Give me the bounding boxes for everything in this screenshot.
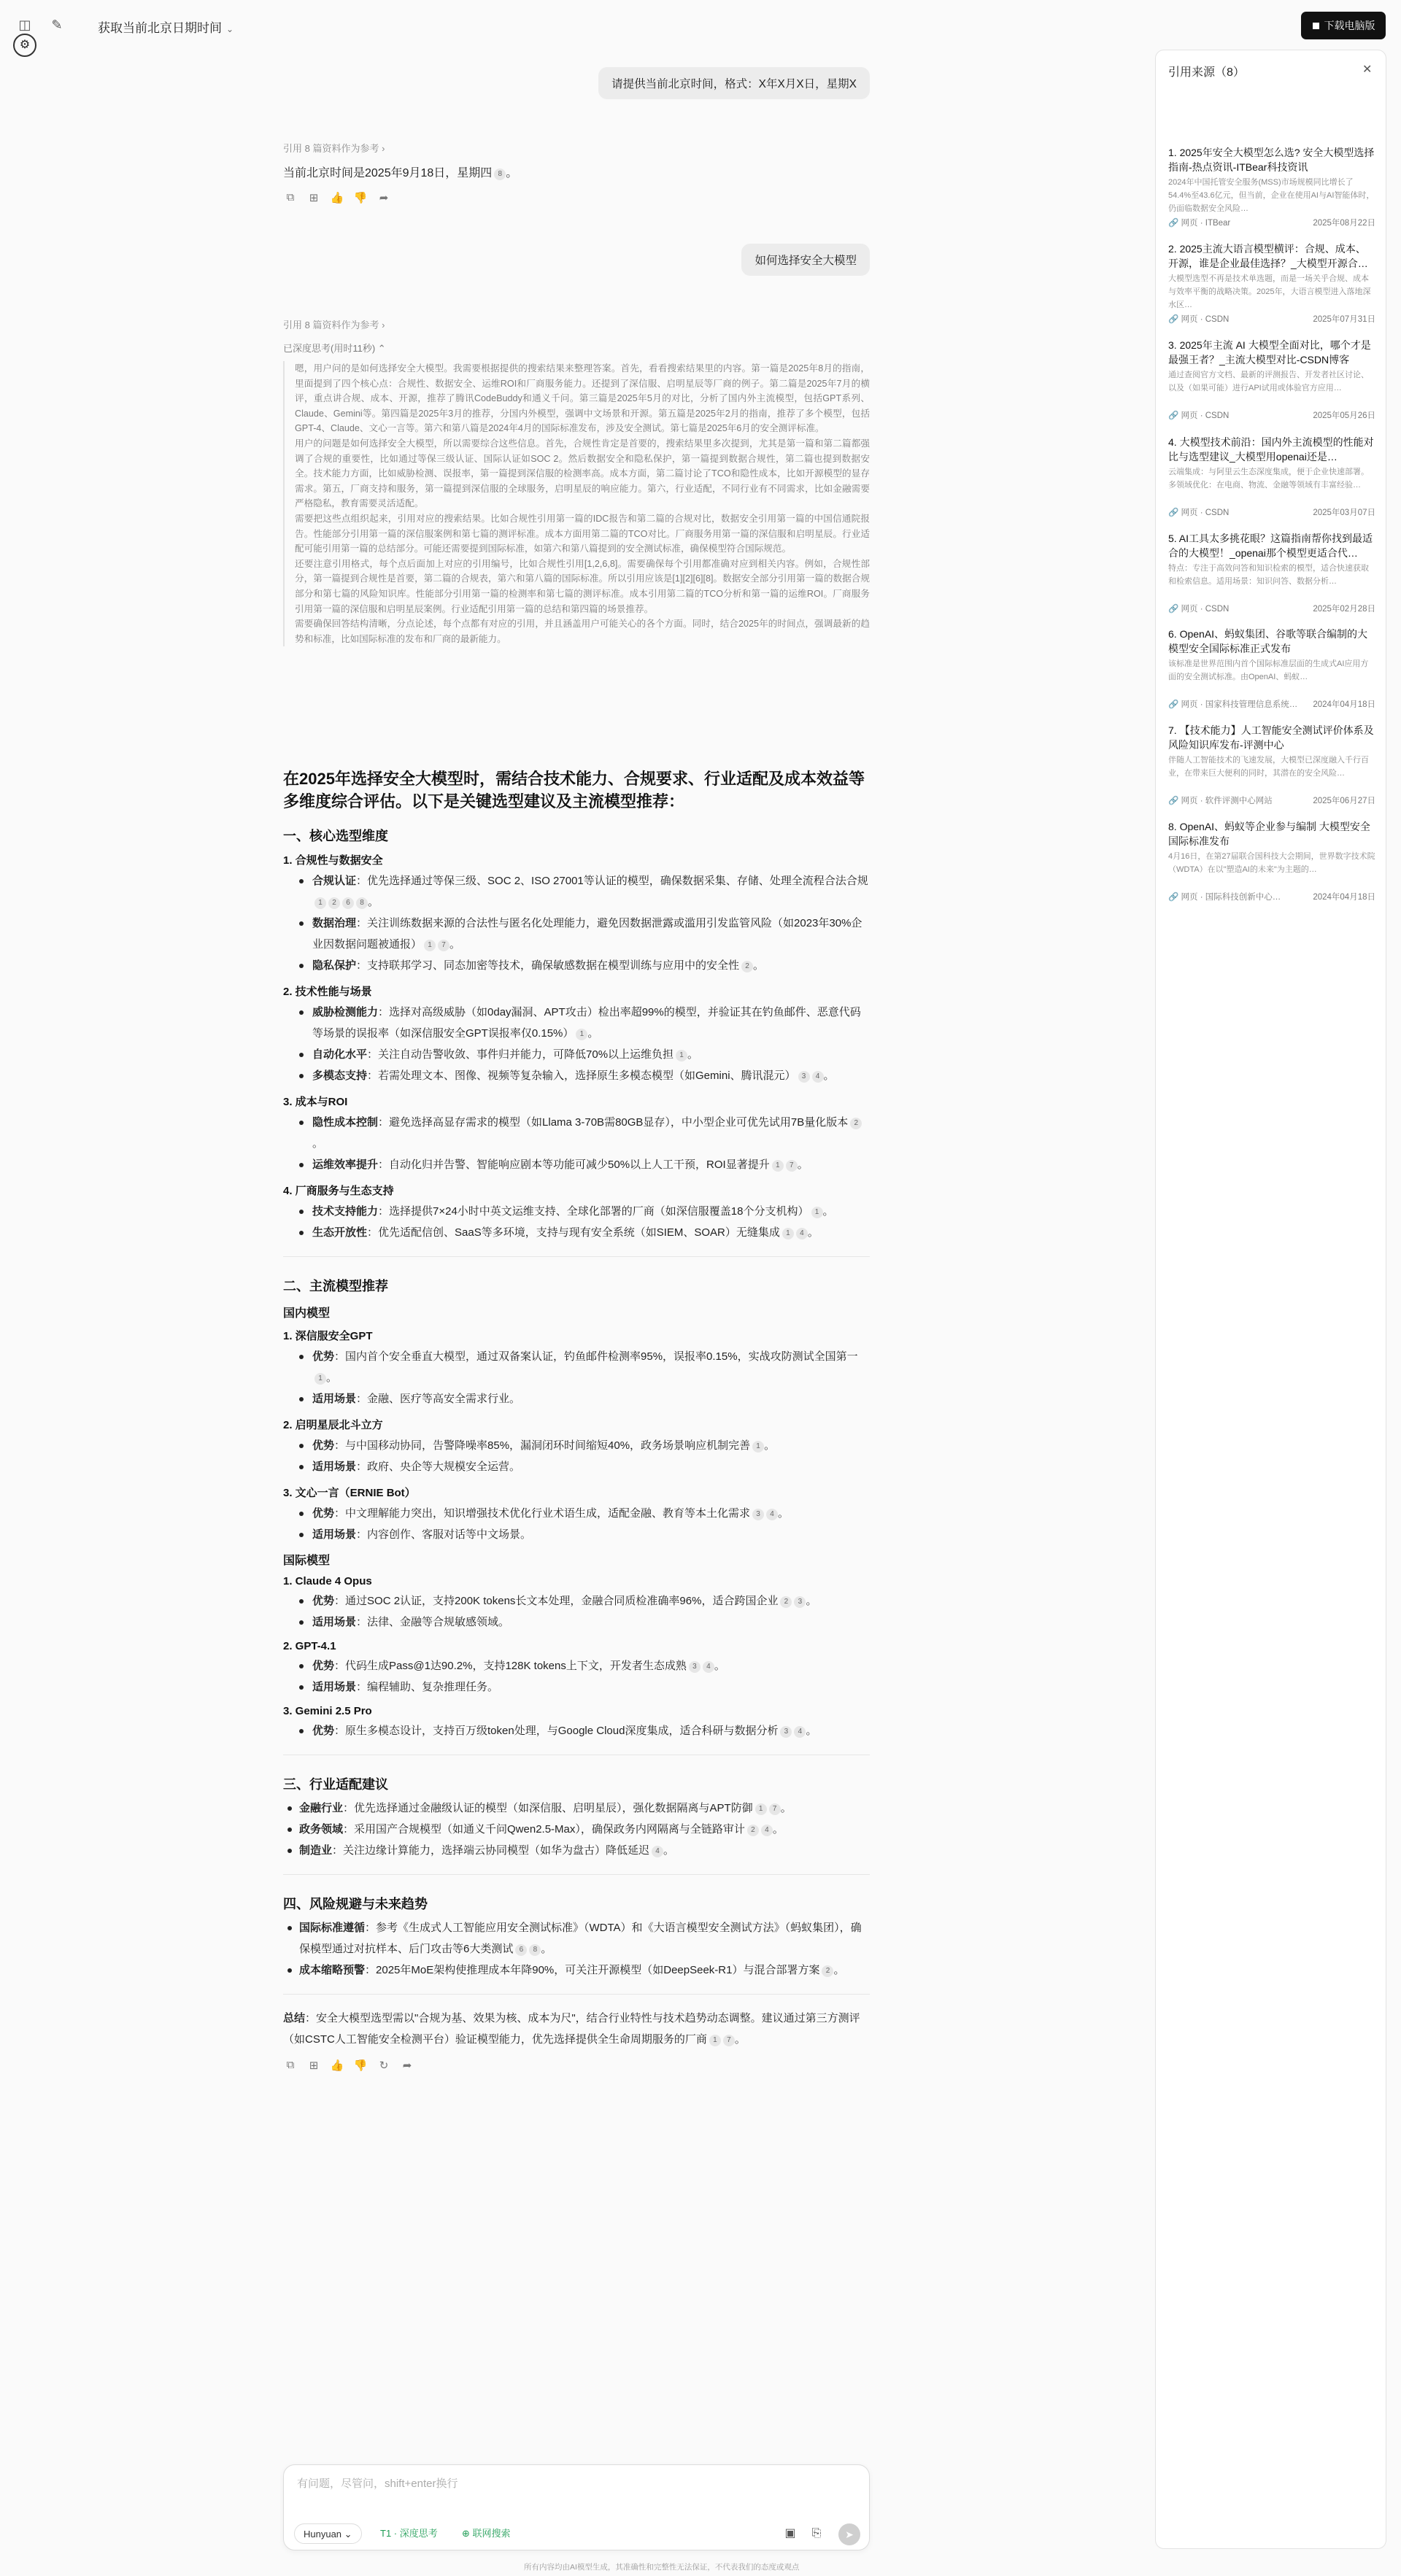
windows-icon	[1312, 22, 1320, 30]
list-item: 政务领域：采用国产合规模型（如通义千问Qwen2.5-Max），确保政务内网隔离与全链路审计 2 4 。	[283, 1819, 870, 1840]
source-date: 2025年05月26日	[1313, 411, 1375, 420]
citation-badge[interactable]: 2	[850, 1118, 862, 1129]
item-label: 适用场景	[312, 1616, 357, 1628]
group-list	[283, 870, 870, 976]
image-upload-icon[interactable]: ▣	[784, 2527, 796, 2540]
summary-label: 总结	[283, 2012, 306, 2024]
close-icon[interactable]: ✕	[1362, 63, 1373, 76]
reference-count-1[interactable]: 引用 8 篇资料作为参考 ›	[283, 143, 385, 154]
group-list	[283, 1346, 870, 1409]
chat-input[interactable]: 有问题，尽管问，shift+enter换行	[297, 2478, 458, 2490]
list-item: 金融行业：优先选择通过金融级认证的模型（如深信服、启明星辰），强化数据隔离与APT防御 1 7 。	[283, 1798, 870, 1819]
international-models	[283, 1575, 870, 1741]
item-label: 隐性成本控制	[312, 1116, 379, 1129]
source-meta	[1168, 794, 1375, 808]
source-origin: 🔗 网页 · ITBear	[1168, 219, 1231, 228]
source-snippet: 大模型选型不再是技术单选题，而是一场关乎合规、成本与效率平衡的战略决策。2025年，大语言模型进入落地深水区…	[1168, 274, 1371, 309]
list-item: 制造业：关注边缘计算能力，选择端云协同模型（如华为盘古）降低延迟 4 。	[283, 1840, 870, 1861]
source-snippet: 4月16日，在第27届联合国科技大会期间，世界数字技术院（WDTA）在以"塑造AI的未来"为主题的…	[1168, 852, 1375, 874]
bookmark-icon[interactable]: ⊞	[309, 192, 319, 204]
section-title: 一、核心选型维度	[283, 829, 388, 843]
thumbs-down-icon[interactable]: 👎	[353, 2059, 368, 2072]
group-list	[283, 1002, 870, 1086]
item-label: 国际标准遵循	[299, 1922, 366, 1934]
group-title: 4. 厂商服务与生态支持	[283, 1185, 394, 1197]
citation-badge[interactable]: 7	[438, 940, 449, 951]
source-card[interactable]	[1168, 723, 1375, 808]
regenerate-icon[interactable]: ↻	[379, 2059, 389, 2072]
citation-badge[interactable]: 1	[811, 1207, 823, 1218]
source-title[interactable]: 7. 【技术能力】人工智能安全测试评价体系及风险知识库发布-评测中心	[1168, 724, 1374, 751]
subsection-title: 国内模型	[283, 1307, 331, 1320]
list-item: 成本缩略预警：2025年MoE架构使推理成本年降90%，可关注开源模型（如DeepSeek-R1）与混合部署方案 2 。	[283, 1960, 870, 1981]
list-item: 适用场景：金融、医疗等高安全需求行业。	[283, 1388, 870, 1409]
item-label: 自动化水平	[312, 1048, 368, 1061]
citation-badge[interactable]: 2	[747, 1825, 759, 1836]
link-icon: 🔗	[1168, 893, 1179, 902]
divider	[283, 1256, 870, 1257]
sources-panel	[1155, 50, 1386, 2549]
link-icon: 🔗	[1168, 797, 1179, 805]
item-label: 金融行业	[299, 1802, 344, 1814]
settings-icon[interactable]: ⚙	[13, 34, 36, 57]
citation-badge[interactable]: 3	[689, 1661, 700, 1673]
citation-badge[interactable]: 2	[741, 961, 753, 972]
list-item: 生态开放性：优先适配信创、SaaS等多环境，支持与现有安全系统（如SIEM、SOAR）无缝集成 1 4 。	[283, 1222, 870, 1243]
citation-badge[interactable]: 1	[314, 1373, 326, 1385]
source-card[interactable]	[1168, 531, 1375, 616]
citation-badge[interactable]: 1	[755, 1803, 767, 1815]
list-item: 优势：国内首个安全垂直大模型，通过双备案认证，钓鱼邮件检测率95%，误报率0.15%，实战攻防测试全国第一1 。	[283, 1346, 870, 1388]
citation-badge[interactable]: 8	[356, 897, 368, 909]
source-snippet: 特点：专注于高效问答和知识检索的模型，适合快速获取和检索信息。适用场景：知识问答、数据分析…	[1168, 564, 1369, 586]
citation-badge[interactable]: 4	[652, 1846, 663, 1857]
group-title: 2. 启明星辰北斗立方	[283, 1419, 383, 1431]
link-icon: 🔗	[1168, 411, 1179, 420]
source-meta	[1168, 409, 1375, 422]
list-item: 优势：中文理解能力突出，知识增强技术优化行业术语生成，适配金融、教育等本土化需求 3 4 。	[283, 1503, 870, 1524]
source-card[interactable]	[1168, 145, 1375, 230]
citation-badge[interactable]: 1	[424, 940, 436, 951]
group-title: 3. 成本与ROI	[283, 1096, 348, 1108]
footer-disclaimer: 所有内容均由AI模型生成，其准确性和完整性无法保证，不代表我们的态度或观点	[524, 2563, 800, 2572]
message-actions-1	[283, 191, 870, 204]
source-title[interactable]: 2. 2025主流大语言模型横评：合规、成本、开源，谁是企业最佳选择？_大模型开源合…	[1168, 243, 1368, 269]
item-label: 适用场景	[312, 1681, 357, 1693]
list-item: 适用场景：法律、金融等合规敏感领域。	[283, 1612, 870, 1633]
source-origin: 🔗 网页 · CSDN	[1168, 315, 1230, 324]
user-message-2: 如何选择安全大模型	[741, 244, 870, 276]
answer-summary: 总结：安全大模型选型需以"合规为基、效果为核、成本为尺"，结合行业特性与技术趋势动态调整。建议通过第三方测评（如CSTC人工智能安全检测平台）验证模型能力，优先选择提供全生命周期服务的厂商 1 7 。	[283, 2012, 860, 2046]
item-label: 多模态支持	[312, 1070, 368, 1082]
citation-badge[interactable]: 7	[723, 2035, 735, 2046]
source-title[interactable]: 8. OpenAI、蚂蚁等企业参与编制 大模型安全国际标准发布	[1168, 821, 1370, 847]
thinking-content	[283, 361, 870, 646]
list-item: 适用场景：内容创作、客服对话等中文场景。	[283, 1524, 870, 1545]
deep-think-toggle[interactable]: T1 · 深度思考	[380, 2528, 438, 2539]
answer-intro: 在2025年选择安全大模型时，需结合技术能力、合规要求、行业适配及成本效益等多维度综合评估。以下是关键选型建议及主流模型推荐：	[283, 770, 865, 811]
item-label: 成本缩略预警	[299, 1964, 366, 1976]
link-icon: 🔗	[1168, 605, 1179, 614]
item-label: 适用场景	[312, 1393, 357, 1405]
citation-badge[interactable]: 4	[703, 1661, 714, 1673]
list-item: 运维效率提升：自动化归并告警、智能响应剧本等功能可减少50%以上人工干预，ROI显著提升 1 7 。	[283, 1154, 870, 1175]
list-item: 优势：原生多模态设计，支持百万级token处理，与Google Cloud深度集成，适合科研与数据分析 3 4 。	[283, 1720, 870, 1741]
thinking-paragraph: 需要确保回答结构清晰，分点论述，每个点都有对应的引用，并且涵盖用户可能关心的各个方面。同时，结合2025年的时间点，强调最新的趋势和标准，比如国际标准的发布和厂商的最新能力。	[295, 619, 870, 644]
section-title: 二、主流模型推荐	[283, 1279, 388, 1293]
share-icon[interactable]: ➦	[379, 192, 389, 204]
reference-count-2[interactable]: 引用 8 篇资料作为参考 ›	[283, 320, 385, 330]
copy-icon[interactable]: ⧉	[286, 2059, 295, 2071]
list-item: 国际标准遵循：参考《生成式人工智能应用安全测试标准》（WDTA）和《大语言模型安全测试方法》（蚂蚁集团），确保模型通过对抗样本、后门攻击等6大类测试 6 8 。	[283, 1917, 870, 1960]
sidebar-toggle-icon[interactable]: ◫	[18, 18, 31, 32]
source-origin: 🔗 网页 · 国家科技管理信息系统…	[1168, 700, 1298, 709]
source-card[interactable]	[1168, 435, 1375, 519]
citation-badge[interactable]: 6	[515, 1944, 527, 1956]
source-title[interactable]: 3. 2025年主流 AI 大模型全面对比，哪个才是最强王者？_主流大模型对比-CSDN博客	[1168, 339, 1371, 365]
item-label: 生态开放性	[312, 1226, 368, 1239]
group-list	[283, 1655, 870, 1698]
source-date: 2025年07月31日	[1313, 315, 1375, 324]
item-label: 优势	[312, 1507, 335, 1520]
citation-badge[interactable]: 4	[761, 1825, 773, 1836]
citation-badge[interactable]: 2	[328, 897, 340, 909]
thinking-paragraph: 需要把这些点组织起来，引用对应的搜索结果。比如合规性引用第一篇的IDC报告和第二篇的合规对比，数据安全引用第一篇的中国信通院报告。性能部分引用第一篇的深信服案例和第七篇的测评标准。成本方面用第二篇的TCO对比。厂商服务用第一篇的深信服和启明星辰。行业适配可能引用第一篇的总结部分。可能还需要提到国际标准，如第六和第八篇提到的安全测试标准，确保模型符合国际规范。	[295, 513, 870, 554]
citation-badge[interactable]: 8	[529, 1944, 541, 1956]
item-label: 隐私保护	[312, 959, 357, 972]
group-title: 2. 技术性能与场景	[283, 986, 372, 998]
citation-badge[interactable]: 4	[796, 1228, 808, 1239]
group-title: 1. 深信服安全GPT	[283, 1330, 373, 1342]
group-list	[283, 1720, 870, 1741]
item-label: 优势	[312, 1439, 335, 1452]
link-icon: 🔗	[1168, 219, 1179, 228]
list-item: 合规认证：优先选择通过等保三级、SOC 2、ISO 27001等认证的模型，确保数据采集、存储、处理全流程合法合规1 2 6 8 。	[283, 870, 870, 913]
list-item: 数据治理：关注训练数据来源的合法性与匿名化处理能力，避免因数据泄露或滥用引发监管风险（如2023年30%企业因数据问题被通报） 1 7 。	[283, 913, 870, 955]
list-item: 自动化水平：关注自动告警收敛、事件归并能力，可降低70%以上运维负担 1 。	[283, 1044, 870, 1065]
citation-badge[interactable]: 3	[798, 1071, 810, 1083]
item-label: 适用场景	[312, 1528, 357, 1541]
item-label: 技术支持能力	[312, 1205, 379, 1218]
source-meta	[1168, 603, 1375, 616]
item-label: 优势	[312, 1725, 335, 1737]
citation-badge[interactable]: 2	[822, 1965, 833, 1977]
copy-icon[interactable]: ⧉	[286, 191, 295, 204]
divider	[283, 1994, 870, 1995]
citation-badge[interactable]: 1	[576, 1029, 587, 1040]
link-icon: 🔗	[1168, 315, 1179, 324]
assistant-answer-1: 当前北京时间是2025年9月18日，星期四 8 。	[283, 167, 518, 179]
chevron-down-icon: ⌄	[226, 24, 234, 34]
link-icon: 🔗	[1168, 508, 1179, 517]
section-title: 四、风险规避与未来趋势	[283, 1897, 428, 1911]
source-title[interactable]: 5. AI工具太多挑花眼？这篇指南帮你找到最适合的大模型！_openai那个模型更适合代…	[1168, 533, 1373, 559]
item-label: 政务领域	[299, 1823, 344, 1836]
list-item: 适用场景：政府、央企等大规模安全运营。	[283, 1456, 870, 1477]
citation-badge[interactable]: 3	[794, 1596, 806, 1608]
source-date: 2025年02月28日	[1313, 605, 1375, 614]
domestic-models	[283, 1328, 870, 1545]
source-date: 2024年04月18日	[1313, 893, 1375, 902]
attachment-icon[interactable]: ⎘	[811, 2527, 822, 2540]
conversation-title[interactable]: 获取当前北京日期时间 ⌄	[98, 21, 234, 35]
group-title: 1. Claude 4 Opus	[283, 1575, 372, 1587]
source-title[interactable]: 6. OpenAI、蚂蚁集团、谷歌等联合编制的大模型安全国际标准正式发布	[1168, 628, 1368, 654]
source-card[interactable]	[1168, 338, 1375, 422]
web-search-toggle[interactable]: ⊕ 联网搜索	[462, 2528, 511, 2539]
source-date: 2025年08月22日	[1313, 219, 1375, 228]
thinking-paragraph: 嗯，用户问的是如何选择安全大模型。我需要根据提供的搜索结果来整理答案。首先，看看搜索结果里的内容。第一篇是2025年8月的指南，里面提到了四个核心点：合规性、数据安全、运维ROI和厂商服务能力。还提到了深信服、启明星辰等厂商的例子。第二篇是2025年7月的横评，重点讲合规、成本、开源，推荐了腾讯CodeBuddy和通义千问。第三篇是2025年5月的对比，分析了国内外主流模型，包括GPT系列、Claude、Gemini等。第四篇是2025年3月的推荐，分国内外模型，强调中文场景和开源。第五篇是2025年2月的指南，推荐了多个模型，包括GPT-4、Claude、文心一言等。第六和第八篇是2024年4月的国际标准发布，涉及安全测试。第七篇是2025年6月的安全测评标准。	[295, 363, 870, 434]
list-item: 隐性成本控制：避免选择高显存需求的模型（如Llama 3-70B需80GB显存），中小型企业可优先试用7B量化版本 2。	[283, 1112, 870, 1154]
list-item: 隐私保护：支持联邦学习、同态加密等技术，确保敏感数据在模型训练与应用中的安全性 2 。	[283, 955, 870, 976]
chat-input-box	[283, 2464, 870, 2550]
new-chat-icon[interactable]: ✎	[51, 18, 63, 32]
citation-badge[interactable]: 1	[709, 2035, 721, 2046]
thinking-paragraph: 用户的问题是如何选择安全大模型，所以需要综合这些信息。首先，合规性肯定是首要的，搜索结果里多次提到，尤其是第一篇和第二篇都强调了合规的重要性，比如通过等保三级认证、国际认证如SOC 2。然后数据安全和隐私保护，第一篇提到数据合规性，第二篇也提到数据安全。技术能力方面，比如威胁检测、误报率，第一篇提到深信服的检测率高。成本方面，第二篇讨论了TCO和隐性成本，比如开源模型的显存需求。第五，厂商支持和服务，第一篇提到深信服的全球服务，启明星辰的响应能力。第六，行业适配，不同行业有不同需求，比如金融需要严格隐私，教育需要灵活适配。	[295, 438, 870, 509]
citation-badge[interactable]: 8	[494, 169, 506, 180]
source-snippet: 通过查阅官方文档、最新的评测报告、开发者社区讨论、以及（如果可能）进行API试用或体验官方应用…	[1168, 371, 1369, 392]
source-date: 2024年04月18日	[1313, 700, 1375, 709]
bookmark-icon[interactable]: ⊞	[309, 2059, 319, 2072]
source-date: 2025年06月27日	[1313, 797, 1375, 805]
model-selector[interactable]: Hunyuan ⌄	[294, 2523, 362, 2544]
section-3-list	[283, 1798, 870, 1861]
citation-badge[interactable]: 6	[342, 897, 354, 909]
source-meta	[1168, 698, 1375, 711]
list-item: 优势：代码生成Pass@1达90.2%，支持128K tokens上下文，开发者生态成熟 3 4 。	[283, 1655, 870, 1676]
source-title[interactable]: 1. 2025年安全大模型怎么选? 安全大模型选择指南-热点资讯-ITBear科技资讯	[1168, 147, 1375, 173]
group-title: 3. 文心一言（ERNIE Bot）	[283, 1487, 416, 1499]
group-list	[283, 1112, 870, 1175]
list-item: 多模态支持：若需处理文本、图像、视频等复杂输入，选择原生多模态模型（如Gemini、腾讯混元） 3 4 。	[283, 1065, 870, 1086]
source-origin: 🔗 网页 · CSDN	[1168, 411, 1230, 420]
citation-badge[interactable]: 1	[314, 897, 326, 909]
citation-badge[interactable]: 1	[782, 1228, 794, 1239]
group-list	[283, 1503, 870, 1545]
source-snippet: 2024年中国托管安全服务(MSS)市场规模同比增长了54.4%至43.6亿元，但当前，企业在使用AI与AI智能体时，仍面临数据安全风险…	[1168, 178, 1375, 213]
group-title: 2. GPT-4.1	[283, 1640, 336, 1652]
item-label: 适用场景	[312, 1461, 357, 1473]
group-title: 3. Gemini 2.5 Pro	[283, 1705, 372, 1717]
source-snippet: 伴随人工智能技术的飞速发展，大模型已深度融入千行百业，在带来巨大便利的同时，其潜在的安全风险…	[1168, 756, 1369, 778]
list-item: 适用场景：编程辅助、复杂推理任务。	[283, 1676, 870, 1698]
source-meta	[1168, 891, 1375, 904]
globe-icon: ⊕	[462, 2528, 470, 2539]
source-origin: 🔗 网页 · CSDN	[1168, 508, 1230, 517]
section-4-list	[283, 1917, 870, 1981]
source-meta	[1168, 313, 1375, 326]
source-origin: 🔗 网页 · 国际科技创新中心…	[1168, 893, 1281, 902]
user-message-1: 请提供当前北京时间，格式：X年X月X日，星期X	[598, 67, 870, 99]
citation-badge[interactable]: 3	[780, 1726, 792, 1738]
source-title[interactable]: 4. 大模型技术前沿：国内外主流模型的性能对比与选型建议_大模型用openai还是…	[1168, 436, 1374, 463]
group-title: 1. 合规性与数据安全	[283, 854, 383, 867]
source-snippet: 该标准是世界范围内首个国际标准层面的生成式AI应用方面的安全测试标准。由OpenAI、蚂蚁…	[1168, 660, 1369, 681]
list-item: 优势：与中国移动协同，告警降噪率85%，漏洞闭环时间缩短40%，政务场景响应机制完善 1 。	[283, 1435, 870, 1456]
citation-badge[interactable]: 3	[752, 1509, 764, 1520]
list-item: 优势：通过SOC 2认证，支持200K tokens长文本处理，金融合同质检准确率96%，适合跨国企业 2 3 。	[283, 1590, 870, 1612]
citation-badge[interactable]: 1	[772, 1160, 784, 1172]
group-list	[283, 1435, 870, 1477]
source-origin: 🔗 网页 · 软件评测中心网站	[1168, 797, 1273, 805]
source-card[interactable]	[1168, 819, 1375, 904]
thinking-header[interactable]: 已深度思考(用时11秒) ⌃	[283, 343, 386, 354]
source-meta	[1168, 217, 1375, 230]
source-meta	[1168, 506, 1375, 519]
source-date: 2025年03月07日	[1313, 508, 1375, 517]
citation-badge[interactable]: 7	[769, 1803, 781, 1815]
citation-badge[interactable]: 1	[676, 1050, 687, 1061]
subsection-title: 国际模型	[283, 1555, 331, 1567]
send-button[interactable]: ➤	[838, 2523, 860, 2545]
top-bar	[0, 0, 1401, 51]
citation-badge[interactable]: 4	[766, 1509, 778, 1520]
group-list	[283, 1590, 870, 1633]
sources-title: 引用来源（8）	[1168, 66, 1245, 79]
item-label: 优势	[312, 1350, 335, 1363]
source-origin: 🔗 网页 · CSDN	[1168, 605, 1230, 614]
source-card[interactable]	[1168, 627, 1375, 711]
citation-badge[interactable]: 7	[786, 1160, 798, 1172]
citation-badge[interactable]: 4	[812, 1071, 824, 1083]
citation-badge[interactable]: 4	[794, 1726, 806, 1738]
thumbs-up-icon[interactable]: 👍	[330, 2059, 344, 2072]
group-list	[283, 1201, 870, 1243]
source-card[interactable]	[1168, 241, 1375, 326]
link-icon: 🔗	[1168, 700, 1179, 709]
list-item: 威胁检测能力：选择对高级威胁（如0day漏洞、APT攻击）检出率超99%的模型，并验证其在钓鱼邮件、恶意代码等场景的误报率（如深信服安全GPT误报率仅0.15%） 1 。	[283, 1002, 870, 1044]
citation-badge[interactable]: 2	[780, 1596, 792, 1608]
assistant-answer-2	[283, 767, 870, 2072]
message-actions-2	[283, 2059, 870, 2072]
share-icon[interactable]: ➦	[402, 2059, 412, 2072]
section-1-content	[283, 852, 870, 1243]
section-title: 三、行业适配建议	[283, 1777, 388, 1792]
citation-badge[interactable]: 1	[752, 1441, 764, 1453]
item-label: 合规认证	[312, 875, 357, 887]
download-desktop-button[interactable]: 下载电脑版	[1301, 12, 1386, 39]
item-label: 优势	[312, 1595, 335, 1607]
item-label: 优势	[312, 1660, 335, 1672]
source-snippet: 云端集成：与阿里云生态深度集成，便于企业快速部署。多领域优化：在电商、物流、金融等领域有丰富经验…	[1168, 468, 1369, 490]
thumbs-up-icon[interactable]: 👍	[330, 192, 344, 204]
item-label: 运维效率提升	[312, 1159, 379, 1171]
list-item: 技术支持能力：选择提供7×24小时中英文运维支持、全球化部署的厂商（如深信服覆盖18个分支机构） 1 。	[283, 1201, 870, 1222]
item-label: 威胁检测能力	[312, 1006, 379, 1018]
thumbs-down-icon[interactable]: 👎	[353, 192, 368, 204]
item-label: 制造业	[299, 1844, 333, 1857]
item-label: 数据治理	[312, 917, 357, 929]
divider	[283, 1874, 870, 1875]
thinking-paragraph: 还要注意引用格式，每个点后面加上对应的引用编号，比如合规性引用[1,2,6,8]。需要确保每个引用都准确对应到相关内容。例如，合规性部分，第一篇提到合规性是首要，第二篇的合规表，第六和第八篇的国际标准。所以引用应该是[1][2][6][8]。数据安全部分引用第一篇的数据合规部分和第七篇的风险知识库。性能部分引用第一篇的检测率和第七篇的测评标准。成本引用第二篇的TCO分析和第一篇的运维ROI。厂商服务引用第一篇的深信服和启明星辰案例。行业适配引用第一篇的总结和第四篇的场景推荐。	[295, 558, 870, 614]
